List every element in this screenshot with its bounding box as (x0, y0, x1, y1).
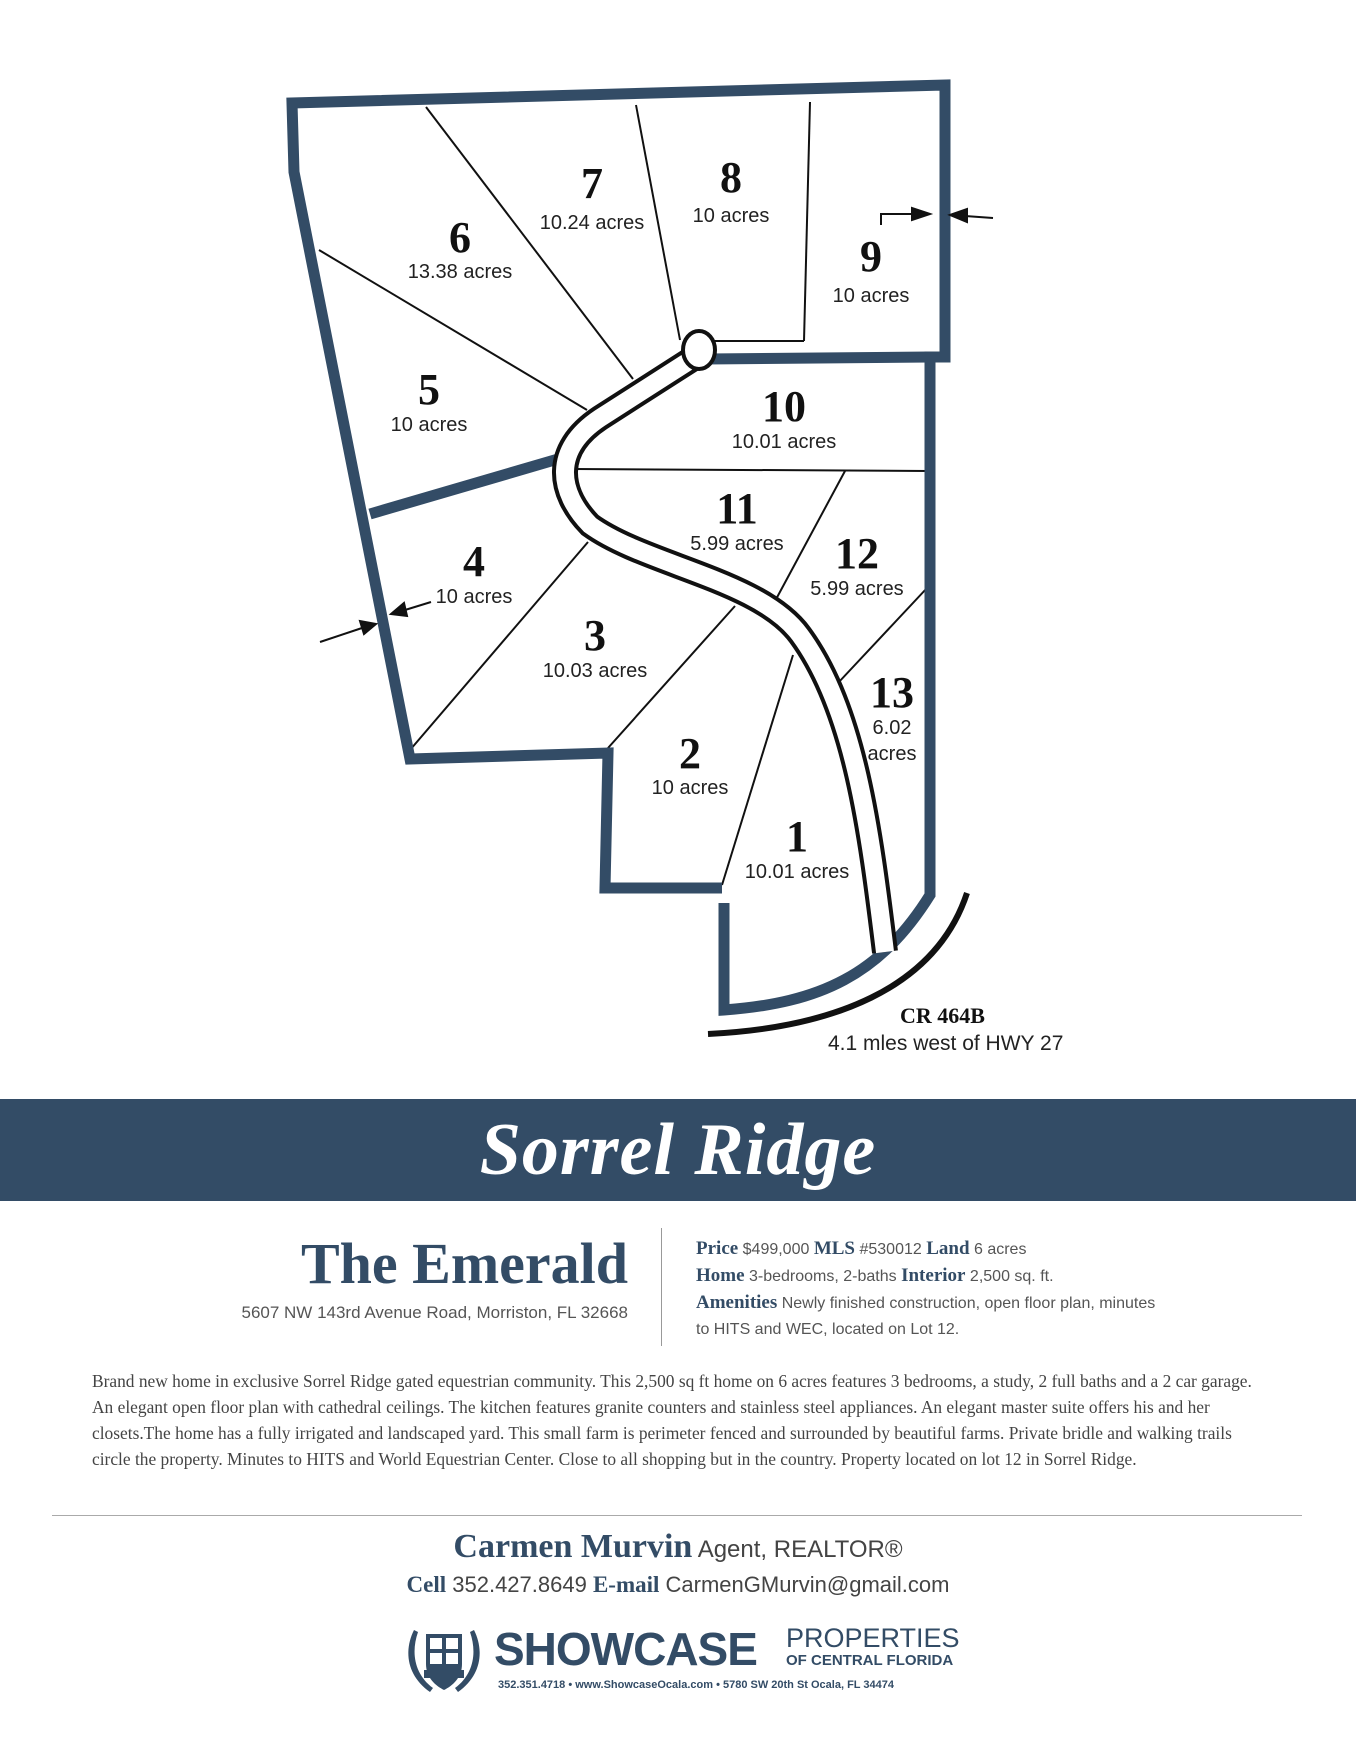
lot-acreage: acres (867, 743, 917, 765)
cul-de-sac (683, 331, 715, 369)
listing-facts (696, 1236, 1256, 1343)
brand-name: SHOWCASE (494, 1623, 757, 1675)
land-value: 6 acres (973, 1241, 1027, 1258)
facts-line-1 (696, 1236, 1256, 1263)
cell-phone[interactable]: 352.427.8649 (452, 1572, 587, 1597)
interior-label: Interior (901, 1265, 966, 1286)
lot-number: 6 (449, 213, 471, 262)
lot-number: 3 (584, 611, 606, 660)
lot-number: 2 (679, 729, 701, 778)
brand-region: OF CENTRAL FLORIDA (786, 1652, 954, 1669)
amenities-label: Amenities (696, 1292, 778, 1313)
lot-number: 10 (762, 382, 806, 431)
agent-block (0, 1528, 1356, 1598)
lot-number: 12 (835, 529, 879, 578)
interior-value: 2,500 sq. ft. (969, 1268, 1054, 1285)
brand-contact: 352.351.4718 • www.ShowcaseOcala.com • 5780 SW 20th St Ocala, FL 34474 (498, 1679, 894, 1691)
lot-acreage: 10 acres (692, 205, 770, 227)
brand-tagline: PROPERTIES (786, 1623, 960, 1653)
lot-number: 5 (418, 365, 440, 414)
lot-number: 8 (720, 153, 742, 202)
home-name: The Emerald (300, 1231, 628, 1296)
lot-number: 4 (463, 537, 485, 586)
lot-acreage: 5.99 acres (690, 533, 784, 555)
price-label: Price (696, 1238, 739, 1259)
lot-acreage: 10 acres (435, 586, 513, 608)
listing-header (0, 1231, 628, 1323)
email-label: E-mail (592, 1572, 660, 1597)
listing-description: Brand new home in exclusive Sorrel Ridge gated equestrian community. This 2,500 sq ft home on 6 acres features 3 bedrooms, a study, 2 full baths and a 2 car garage. An elegant open floor plan with cathedral ceilings. The kitchen features granite counters and stainless steel appliances. An elegant master suite offers his and her closets.The home has a fully irrigated and landscaped yard. This small farm is perimeter fenced and surrounded by beautiful farms. Private bridle and walking trails circle the property. Minutes to HITS and World Equestrian Center. Close to all shopping but in the country. Property located on lot 12 in Sorrel Ridge. (92, 1371, 1252, 1469)
lot-number: 9 (860, 232, 882, 281)
agent-name: Carmen Murvin (453, 1528, 693, 1565)
lot-labels (391, 153, 917, 883)
home-label: Home (696, 1265, 745, 1286)
lot-acreage: 10 acres (651, 777, 729, 799)
lot-acreage: 13.38 acres (407, 261, 513, 283)
brokerage-logo (402, 1620, 962, 1698)
cell-label: Cell (406, 1572, 447, 1597)
lot-acreage: 10.03 acres (542, 660, 648, 682)
lot-acreage: 10 acres (390, 414, 468, 436)
lot-acreage: 10.01 acres (744, 861, 850, 883)
lot-number: 11 (716, 484, 758, 533)
agent-title: Agent, REALTOR® (697, 1536, 903, 1563)
agent-line (0, 1528, 1356, 1566)
road-name: CR 464B (900, 1003, 985, 1028)
lot-acreage: 10 acres (832, 285, 910, 307)
lot-number: 7 (581, 159, 603, 208)
price-value: $499,000 (742, 1241, 810, 1258)
lot-acreage: 10.01 acres (731, 431, 837, 453)
mls-value: #530012 (859, 1241, 922, 1258)
agent-contact (0, 1572, 1356, 1598)
facts-line-2 (696, 1263, 1256, 1290)
lot-acreage: 5.99 acres (810, 578, 904, 600)
road-note: 4.1 mles west of HWY 27 (828, 1032, 1064, 1055)
lot-number: 1 (786, 812, 808, 861)
amenities-value: Newly finished construction, open floor plan, minutes to HITS and WEC, located on Lot 12. (696, 1295, 1156, 1338)
home-address: 5607 NW 143rd Avenue Road, Morriston, FL 32668 (241, 1303, 628, 1322)
home-value: 3-bedrooms, 2-baths (749, 1268, 897, 1285)
mls-label: MLS (813, 1238, 856, 1259)
land-label: Land (926, 1238, 970, 1259)
lot-number: 13 (870, 668, 914, 717)
lot-acreage: 10.24 acres (539, 212, 645, 234)
lot-acreage: 6.02 (872, 717, 912, 739)
listing-divider (661, 1228, 662, 1346)
crest-icon (402, 1620, 486, 1698)
email-address[interactable]: CarmenGMurvin@gmail.com (665, 1572, 950, 1597)
facts-line-3 (696, 1290, 1156, 1343)
section-divider (52, 1515, 1302, 1516)
community-banner (0, 1099, 1356, 1201)
community-title: Sorrel Ridge (479, 1108, 877, 1191)
